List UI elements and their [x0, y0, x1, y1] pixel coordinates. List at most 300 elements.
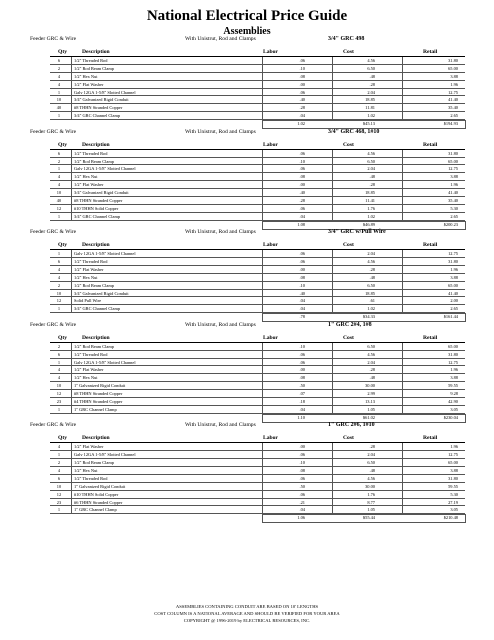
total-labor: .78: [299, 314, 305, 320]
assembly-table: [50, 442, 465, 514]
row-qty: 4: [57, 73, 61, 79]
row-cost: .48: [369, 174, 375, 180]
row-retail: 9.28: [450, 391, 458, 397]
row-cost: .48: [369, 375, 375, 381]
row-description: 3/4" GRC Channel Clamp: [74, 113, 121, 119]
row-description: 1/2" Threaded Rod: [74, 58, 108, 63]
section-method: With Unistrut, Rod and Clamps: [185, 422, 256, 429]
row-cost: .61: [369, 298, 375, 304]
column-header-row: [0, 237, 494, 249]
row-labor: .28: [299, 105, 305, 111]
row-labor: .08: [299, 467, 305, 473]
row-description: 1/2" Rod Beam Clamp: [74, 460, 114, 466]
row-description: #6 THHN Stranded Copper: [74, 499, 123, 505]
total-retail: $210.48: [443, 515, 458, 521]
total-retail: $194.93: [443, 121, 458, 127]
row-labor: .00: [299, 367, 305, 373]
description-header: Description: [82, 242, 110, 249]
row-description: Galv 12GA 1-5/8" Slotted Channel: [74, 359, 136, 365]
row-labor: .10: [299, 65, 305, 71]
row-qty: 1: [57, 251, 61, 257]
row-cost: .48: [369, 73, 375, 79]
retail-header: Retail: [423, 49, 438, 55]
row-labor: .10: [299, 158, 305, 164]
row-description: Galv 12GA 1-5/8" Slotted Channel: [74, 166, 136, 172]
row-labor: .04: [299, 406, 305, 412]
total-cost: $46.89: [362, 221, 375, 227]
row-description: 1/2" Rod Beam Clamp: [74, 343, 114, 349]
row-cost: 1.02: [367, 306, 375, 312]
row-labor: .06: [299, 359, 305, 365]
section-method: With Unistrut, Rod and Clamps: [185, 229, 256, 236]
row-description: #4 THHN Stranded Copper: [74, 399, 123, 404]
row-cost: 6.50: [367, 282, 375, 288]
row-retail: 65.00: [448, 65, 458, 71]
section-header: [0, 35, 494, 44]
row-description: 1" Galvanized Rigid Conduit: [74, 483, 126, 489]
section-header: [0, 421, 494, 430]
row-retail: 1.96: [450, 367, 458, 373]
row-cost: 18.85: [365, 290, 375, 296]
row-labor: .40: [299, 97, 305, 103]
grid-line: [332, 250, 333, 313]
retail-header: Retail: [423, 242, 438, 249]
row-description: 3/4" GRC Channel Clamp: [74, 213, 121, 219]
row-retail: 3.05: [450, 406, 458, 412]
row-labor: .28: [299, 197, 305, 203]
assembly-table: [50, 149, 465, 221]
description-header: Description: [82, 435, 110, 442]
assembly-table: [50, 56, 465, 120]
section-assembly-name: 3/4" GRC 498: [328, 36, 365, 42]
total-cost: $55.44: [362, 515, 375, 521]
row-qty: 10: [56, 97, 62, 103]
row-qty: 1: [57, 89, 61, 95]
row-labor: .06: [299, 166, 305, 172]
row-cost: 1.76: [367, 205, 375, 211]
column-header-row: [0, 430, 494, 442]
row-qty: 4: [57, 367, 61, 373]
row-retail: 2.00: [450, 298, 458, 304]
row-qty: 6: [57, 475, 61, 481]
row-retail: 1.96: [450, 182, 458, 188]
description-header: Description: [82, 49, 110, 55]
row-qty: 6: [57, 351, 61, 357]
row-retail: 3.88: [450, 274, 458, 280]
qty-header: Qty: [58, 435, 68, 442]
total-labor: 1.02: [297, 121, 305, 127]
section-method: With Unistrut, Rod and Clamps: [185, 128, 256, 135]
assembly-table: [50, 249, 465, 313]
row-qty: 2: [57, 460, 61, 466]
grid-line: [402, 150, 403, 221]
row-qty: 12: [56, 298, 62, 304]
row-cost: 4.56: [367, 351, 375, 357]
labor-header: Labor: [263, 242, 278, 249]
section-category: Feeder GRC & Wire: [30, 36, 77, 42]
row-labor: .06: [299, 205, 305, 211]
row-description: 1/2" Rod Beam Clamp: [74, 282, 114, 288]
row-cost: 30.00: [365, 383, 375, 389]
page-subtitle: Assemblies: [223, 26, 271, 37]
row-qty: 1: [57, 406, 61, 412]
labor-header: Labor: [263, 435, 278, 442]
grid-line: [262, 57, 263, 120]
row-retail: 1.96: [450, 266, 458, 272]
footer-line: COST COLUMN IS A NATIONAL AVERAGE AND SHOULD BE VERIFIED FOR YOUR AREA: [154, 611, 340, 616]
row-labor: .10: [299, 343, 305, 349]
total-cost: $34.33: [362, 314, 375, 320]
cost-header: Cost: [343, 242, 354, 249]
row-labor: .10: [299, 282, 305, 288]
footer-line: ASSEMBLIES CONTAINING CONDUIT ARE BASED ON 10' LENGTHS: [175, 604, 319, 609]
row-retail: 65.00: [448, 460, 458, 466]
qty-header: Qty: [58, 141, 68, 148]
row-retail: 12.75: [448, 251, 458, 257]
row-description: 1/2" Flat Washer: [74, 266, 104, 272]
row-description: 1" GRC Channel Clamp: [74, 406, 117, 412]
row-cost: .48: [369, 274, 375, 280]
row-cost: .28: [369, 81, 375, 87]
row-description: Galv 12GA 1-5/8" Slotted Channel: [74, 89, 136, 95]
row-qty: 12: [56, 491, 62, 497]
retail-header: Retail: [423, 141, 438, 148]
row-description: 1/2" Rod Beam Clamp: [74, 65, 114, 71]
row-retail: 41.40: [448, 97, 458, 103]
row-cost: .28: [369, 182, 375, 188]
row-labor: .06: [299, 259, 305, 265]
row-cost: 2.04: [367, 251, 375, 257]
row-retail: 5.30: [450, 205, 458, 211]
row-description: #10 THHN Solid Copper: [74, 491, 119, 497]
row-labor: .08: [299, 375, 305, 381]
labor-header: Labor: [263, 141, 278, 148]
row-cost: 6.50: [367, 65, 375, 71]
row-cost: 18.85: [365, 190, 375, 196]
row-labor: .00: [299, 266, 305, 272]
row-description: 1" Galvanized Rigid Conduit: [74, 383, 126, 389]
row-retail: 2.65: [450, 213, 458, 219]
row-qty: 10: [56, 190, 62, 196]
row-qty: 2: [57, 158, 61, 164]
row-retail: 12.75: [448, 166, 458, 172]
row-description: 1/2" Rod Beam Clamp: [74, 158, 114, 164]
cost-header: Cost: [343, 435, 354, 442]
row-cost: 11.41: [365, 197, 375, 203]
row-retail: 12.75: [448, 89, 458, 95]
row-qty: 1: [57, 359, 61, 365]
assembly-section: [0, 35, 494, 128]
row-retail: 31.80: [448, 475, 458, 481]
section-assembly-name: 1" GRC 2#6, 1#10: [328, 422, 375, 429]
total-cost: $45.13: [362, 121, 375, 127]
grid-line: [332, 57, 333, 120]
row-cost: 6.50: [367, 158, 375, 164]
row-cost: 6.50: [367, 460, 375, 466]
row-labor: .00: [299, 81, 305, 87]
row-description: 1/2" Hex Nut: [74, 274, 98, 280]
row-description: 1/2" Flat Washer: [74, 444, 104, 450]
row-cost: 4.56: [367, 259, 375, 265]
assembly-sections: [0, 35, 494, 522]
row-description: #8 THHN Stranded Copper: [74, 391, 123, 397]
row-labor: .04: [299, 306, 305, 312]
row-qty: 6: [57, 58, 61, 63]
section-header: [0, 128, 494, 137]
row-qty: 1: [57, 166, 61, 172]
row-cost: 11.81: [365, 105, 375, 111]
row-labor: .06: [299, 58, 305, 63]
section-category: Feeder GRC & Wire: [30, 229, 77, 236]
grid-line: [332, 150, 333, 221]
grid-line: [402, 443, 403, 514]
row-retail: 59.55: [448, 483, 458, 489]
row-labor: .21: [299, 499, 305, 505]
qty-header: Qty: [58, 334, 68, 341]
row-retail: 3.05: [450, 507, 458, 513]
row-qty: 1: [57, 213, 61, 219]
grid-line: [402, 250, 403, 313]
row-description: 1/2" Threaded Rod: [74, 475, 108, 481]
row-labor: .08: [299, 174, 305, 180]
row-labor: .04: [299, 507, 305, 513]
row-cost: .28: [369, 266, 375, 272]
labor-header: Labor: [263, 49, 278, 55]
grid-line: [402, 343, 403, 414]
row-cost: 2.99: [367, 391, 375, 397]
row-description: Solid Pull Wire: [74, 298, 102, 304]
row-labor: .40: [299, 290, 305, 296]
row-description: #8 THHN Stranded Copper: [74, 105, 123, 111]
row-description: Galv 12GA 1-5/8" Slotted Channel: [74, 251, 136, 257]
total-labor: 1.10: [297, 414, 305, 420]
grid-line: [71, 150, 72, 221]
footer-line: COPYRIGHT @ 1996-2019 by ELECTRICAL RESOURCES, INC.: [183, 618, 311, 623]
row-cost: 4.56: [367, 58, 375, 63]
row-labor: .00: [299, 444, 305, 450]
description-header: Description: [82, 334, 110, 341]
row-retail: 31.80: [448, 259, 458, 265]
labor-header: Labor: [263, 334, 278, 341]
grid-line: [402, 57, 403, 120]
row-description: Galv 12GA 1-5/8" Slotted Channel: [74, 452, 136, 458]
section-category: Feeder GRC & Wire: [30, 422, 77, 429]
row-retail: 31.80: [448, 150, 458, 156]
row-qty: 4: [57, 266, 61, 272]
row-labor: .50: [299, 383, 305, 389]
row-qty: 10: [56, 483, 62, 489]
section-assembly-name: 3/4" GRC w/Pull Wire: [328, 229, 386, 236]
retail-header: Retail: [423, 435, 438, 442]
grid-line: [262, 443, 263, 514]
grid-line: [262, 343, 263, 414]
grid-line: [262, 150, 263, 221]
row-qty: 4: [57, 444, 61, 450]
row-description: 1/2" Flat Washer: [74, 367, 104, 373]
row-retail: 31.80: [448, 58, 458, 63]
row-qty: 2: [57, 65, 61, 71]
row-qty: 4: [57, 174, 61, 180]
row-cost: .48: [369, 467, 375, 473]
grid-line: [71, 443, 72, 514]
qty-header: Qty: [58, 242, 68, 249]
total-cost: $61.02: [362, 414, 375, 420]
row-description: 1/2" Flat Washer: [74, 81, 104, 87]
row-cost: 2.04: [367, 359, 375, 365]
row-labor: .07: [299, 391, 305, 397]
row-retail: 2.65: [450, 113, 458, 119]
row-cost: 8.77: [367, 499, 375, 505]
cost-header: Cost: [343, 49, 354, 55]
row-labor: .04: [299, 298, 305, 304]
row-labor: .18: [299, 399, 305, 404]
row-qty: 4: [57, 81, 61, 87]
grid-line: [262, 250, 263, 313]
column-header-row: [0, 137, 494, 149]
row-qty: 1: [57, 507, 61, 513]
row-retail: 31.80: [448, 351, 458, 357]
assembly-section: [0, 128, 494, 229]
row-description: #8 THHN Stranded Copper: [74, 197, 123, 203]
section-method: With Unistrut, Rod and Clamps: [185, 321, 256, 328]
row-qty: 40: [56, 105, 62, 111]
row-description: 3/4" Galvanized Rigid Conduit: [74, 97, 129, 103]
row-description: 1/2" Hex Nut: [74, 73, 98, 79]
row-labor: .06: [299, 475, 305, 481]
row-qty: 4: [57, 375, 61, 381]
retail-header: Retail: [423, 334, 438, 341]
row-retail: 3.88: [450, 467, 458, 473]
row-description: 1/2" Threaded Rod: [74, 351, 108, 357]
total-row: [50, 120, 465, 128]
row-labor: .06: [299, 351, 305, 357]
row-cost: 13.13: [365, 399, 375, 404]
row-qty: 4: [57, 467, 61, 473]
section-method: With Unistrut, Rod and Clamps: [185, 36, 256, 42]
row-cost: 1.05: [367, 406, 375, 412]
section-assembly-name: 3/4" GRC 468, 1#10: [328, 128, 380, 135]
total-row: [50, 221, 465, 229]
row-retail: 12.75: [448, 359, 458, 365]
row-qty: 1: [57, 452, 61, 458]
row-retail: 12.75: [448, 452, 458, 458]
row-cost: .28: [369, 367, 375, 373]
row-labor: .08: [299, 274, 305, 280]
total-retail: $161.44: [443, 314, 458, 320]
assembly-section: [0, 321, 494, 422]
row-labor: .04: [299, 213, 305, 219]
row-cost: 4.56: [367, 150, 375, 156]
qty-header: Qty: [58, 49, 68, 55]
row-description: 1/2" Threaded Rod: [74, 259, 108, 265]
row-cost: 2.04: [367, 452, 375, 458]
row-qty: 23: [56, 499, 62, 505]
row-qty: 6: [57, 150, 61, 156]
row-labor: .04: [299, 113, 305, 119]
cost-header: Cost: [343, 141, 354, 148]
row-retail: 59.55: [448, 383, 458, 389]
grid-line: [332, 443, 333, 514]
cost-header: Cost: [343, 334, 354, 341]
row-labor: .06: [299, 251, 305, 257]
assembly-section: [0, 228, 494, 321]
row-retail: 5.30: [450, 491, 458, 497]
row-cost: 1.76: [367, 491, 375, 497]
row-cost: 1.02: [367, 213, 375, 219]
row-retail: 35.40: [448, 197, 458, 203]
row-description: 1/2" Threaded Rod: [74, 150, 108, 156]
row-qty: 1: [57, 306, 61, 312]
section-category: Feeder GRC & Wire: [30, 128, 77, 135]
total-labor: 1.06: [297, 515, 305, 521]
row-retail: 65.00: [448, 343, 458, 349]
row-description: 1" GRC Channel Clamp: [74, 507, 117, 513]
row-retail: 1.96: [450, 81, 458, 87]
row-description: 3/4" Galvanized Rigid Conduit: [74, 290, 129, 296]
row-cost: 6.50: [367, 343, 375, 349]
row-cost: 1.02: [367, 113, 375, 119]
row-description: 3/4" GRC Channel Clamp: [74, 306, 121, 312]
row-qty: 10: [56, 290, 62, 296]
row-description: #10 THHN Solid Copper: [74, 205, 119, 211]
section-header: [0, 321, 494, 330]
grid-line: [71, 343, 72, 414]
row-retail: 41.40: [448, 190, 458, 196]
row-description: 1/2" Hex Nut: [74, 467, 98, 473]
column-header-row: [0, 44, 494, 56]
row-qty: 12: [56, 205, 62, 211]
row-retail: 2.65: [450, 306, 458, 312]
total-row: [50, 414, 465, 422]
grid-line: [332, 343, 333, 414]
row-labor: .06: [299, 89, 305, 95]
page-footer: [0, 603, 494, 624]
row-retail: 65.00: [448, 282, 458, 288]
row-retail: 27.19: [448, 499, 458, 505]
row-labor: .40: [299, 190, 305, 196]
row-qty: 23: [56, 399, 62, 404]
row-cost: 4.56: [367, 475, 375, 481]
row-retail: 35.40: [448, 105, 458, 111]
row-qty: 4: [57, 274, 61, 280]
section-header: [0, 228, 494, 237]
row-description: 1/2" Hex Nut: [74, 174, 98, 180]
row-description: 1/2" Flat Washer: [74, 182, 104, 188]
row-labor: .06: [299, 150, 305, 156]
total-row: [50, 313, 465, 321]
row-labor: .06: [299, 491, 305, 497]
row-description: 1/2" Hex Nut: [74, 375, 98, 381]
row-retail: 42.90: [448, 399, 458, 404]
row-labor: .08: [299, 73, 305, 79]
row-labor: .50: [299, 483, 305, 489]
row-qty: 4: [57, 182, 61, 188]
row-cost: 2.04: [367, 166, 375, 172]
row-cost: 18.85: [365, 97, 375, 103]
row-retail: 1.96: [450, 444, 458, 450]
row-qty: 40: [56, 197, 62, 203]
row-cost: 2.04: [367, 89, 375, 95]
row-cost: .28: [369, 444, 375, 450]
total-retail: $200.23: [443, 221, 458, 227]
row-retail: 3.88: [450, 375, 458, 381]
grid-line: [71, 57, 72, 120]
row-qty: 1: [57, 113, 61, 119]
row-cost: 30.00: [365, 483, 375, 489]
row-labor: .10: [299, 460, 305, 466]
row-qty: 12: [56, 391, 62, 397]
row-labor: .06: [299, 452, 305, 458]
